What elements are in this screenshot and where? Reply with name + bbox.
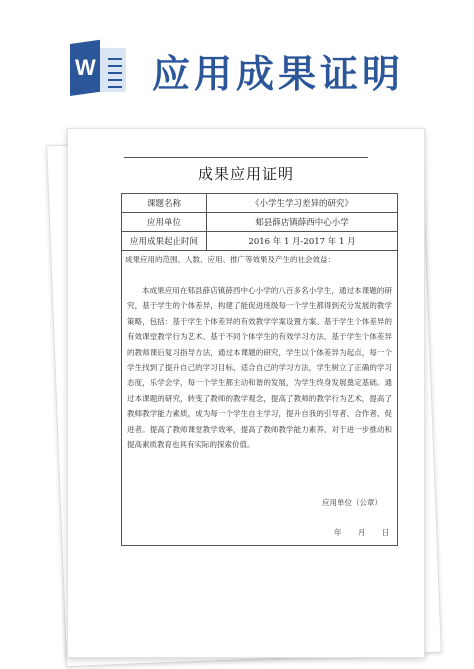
page-header	[0, 0, 474, 120]
word-icon-letter: W	[74, 54, 96, 80]
top-rule	[124, 157, 368, 158]
content-body: 本成果应用在郏县薛店镇薛西中心小学的八百多名小学生，通过本课题的研究，基于学生的个体差异，构建了能促进班级每一个学生都得到充分发展的教学策略，包括：基于学生个体差异的有效教学学案设置方案、基于学生个体差异的有效课堂教学行为艺术、基于不同个体学生的有效学习方法、基于学生个体差异的教师课后复习指导方法，通过本课题的研究，学生以个体差异为起点，每一个学生找到了提升自己的学习目标，适合自己的学习方法，学生树立了正确的学习态度，乐学会学，每一个学生都主动和谐的发展，为学生终身发展奠定基础。通过本课题的研究，转变了教师的教学观念，提高了教师的教学行为艺术，提高了教师教学能力素质，成为每一个学生自主学习，提升自我的引导者、合作者、促进者。提高了教师课堂教学效率，提高了教师教学能力素养，对于进一步推动和提高素质教育也具有实际的探索价值。	[127, 286, 392, 450]
info-table	[121, 193, 398, 251]
sign-unit: 应用单位（公章）	[322, 498, 382, 507]
table-row	[122, 213, 398, 232]
table-value: 郏县薛店镇薛西中心小学	[207, 213, 398, 232]
table-value: 《小学生学习差异的研究》	[207, 194, 398, 213]
table-label: 课题名称	[122, 194, 207, 213]
content-box	[121, 250, 398, 546]
table-label: 应用成果起止时间	[122, 232, 207, 251]
table-value: 2016 年 1 月-2017 年 1 月	[207, 232, 398, 251]
sign-date: 年 月 日	[334, 528, 390, 537]
word-icon-badge	[70, 40, 100, 96]
document-title: 成果应用证明	[197, 165, 294, 183]
table-label: 应用单位	[122, 213, 207, 232]
word-icon	[70, 44, 128, 96]
document-page	[67, 128, 425, 658]
table-row	[122, 232, 398, 251]
table-row	[122, 194, 398, 213]
content-header: 成果应用的范围、人数、应用、推广等效果及产生的社会效益：	[125, 255, 335, 264]
header-title: 应用成果证明	[152, 52, 405, 96]
